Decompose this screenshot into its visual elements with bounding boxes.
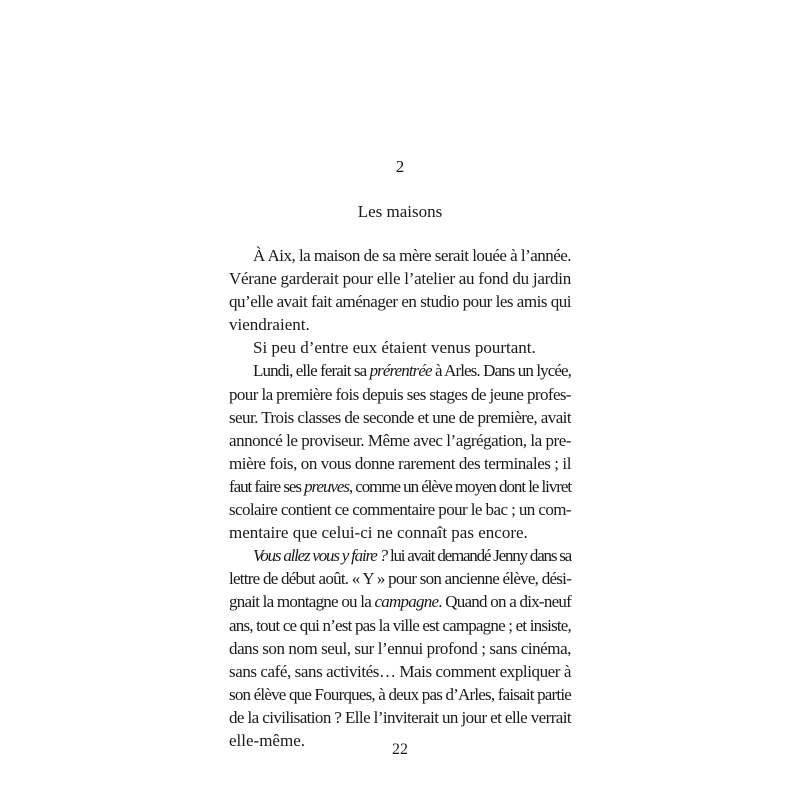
chapter-title: Les maisons (357, 202, 443, 221)
text-run: , comme un élève moyen dont le livret (348, 476, 571, 496)
text-line (229, 336, 571, 359)
text-line: son élève que Fourques, à deux pas d’Arles, faisait partie (229, 684, 571, 704)
paragraph-4 (229, 544, 571, 752)
text-line: seur. Trois classes de seconde et une de première, avait (229, 407, 571, 427)
italic-run: prérentrée (369, 361, 432, 381)
italic-run: preuves (304, 476, 349, 496)
text-line: elle-même. (229, 730, 305, 750)
text-line (229, 475, 571, 498)
text-line: sans café, sans activités… Mais comment expliquer à (229, 661, 572, 681)
text-line: lettre de début août. « Y » pour son ancienne élève, dési- (229, 569, 571, 589)
paragraph-2 (229, 336, 571, 359)
text-run: faut faire ses (229, 476, 305, 496)
text-run: Lundi, elle ferait sa (253, 361, 370, 381)
text-line (229, 359, 571, 382)
text-line: viendraient. (229, 315, 310, 335)
text-run: gnait la montagne ou la (229, 592, 375, 612)
text-line: mière fois, on vous donne rarement des terminales ; il (229, 453, 571, 473)
text-line: scolaire contient ce commentaire pour le bac ; un com- (229, 500, 571, 520)
text-line: mentaire que celui-ci ne connaît pas encore. (229, 523, 528, 543)
text-line (229, 590, 571, 613)
text-line: Vérane garderait pour elle l’atelier au fond du jardin (229, 269, 571, 289)
text-line (229, 544, 571, 567)
page-number: 22 (392, 741, 408, 758)
text-line: ans, tout ce qui n’est pas la ville est campagne ; et insiste, (229, 615, 571, 635)
text-line: dans son nom seul, sur l’ennui profond ; sans cinéma, (229, 638, 572, 658)
text-line: annoncé le proviseur. Même avec l’agrégation, la pre- (229, 430, 571, 450)
text-line: de la civilisation ? Elle l’inviterait un jour et elle verrait (229, 707, 571, 727)
text-run: à Arles. Dans un lycée, (431, 361, 572, 381)
text-run: . Quand on a dix-neuf (438, 592, 571, 612)
text-line-content: Si peu d’entre eux étaient venus pourtant. (253, 338, 536, 358)
chapter-number: 2 (395, 157, 405, 176)
italic-run: Vous allez vous y faire ? (253, 546, 387, 566)
text-line: pour la première fois depuis ses stages de jeune profes- (229, 384, 571, 404)
text-line (229, 244, 571, 267)
italic-run: campagne (374, 592, 439, 612)
chapter-body (229, 244, 571, 752)
paragraph-3 (229, 359, 571, 544)
text-line-content: À Aix, la maison de sa mère serait louée à l’année. (253, 246, 571, 265)
text-line: qu’elle avait fait aménager en studio pour les amis qui (229, 292, 572, 312)
paragraph-1 (229, 244, 571, 336)
text-run: lui avait demandé Jenny dans sa (386, 546, 572, 566)
